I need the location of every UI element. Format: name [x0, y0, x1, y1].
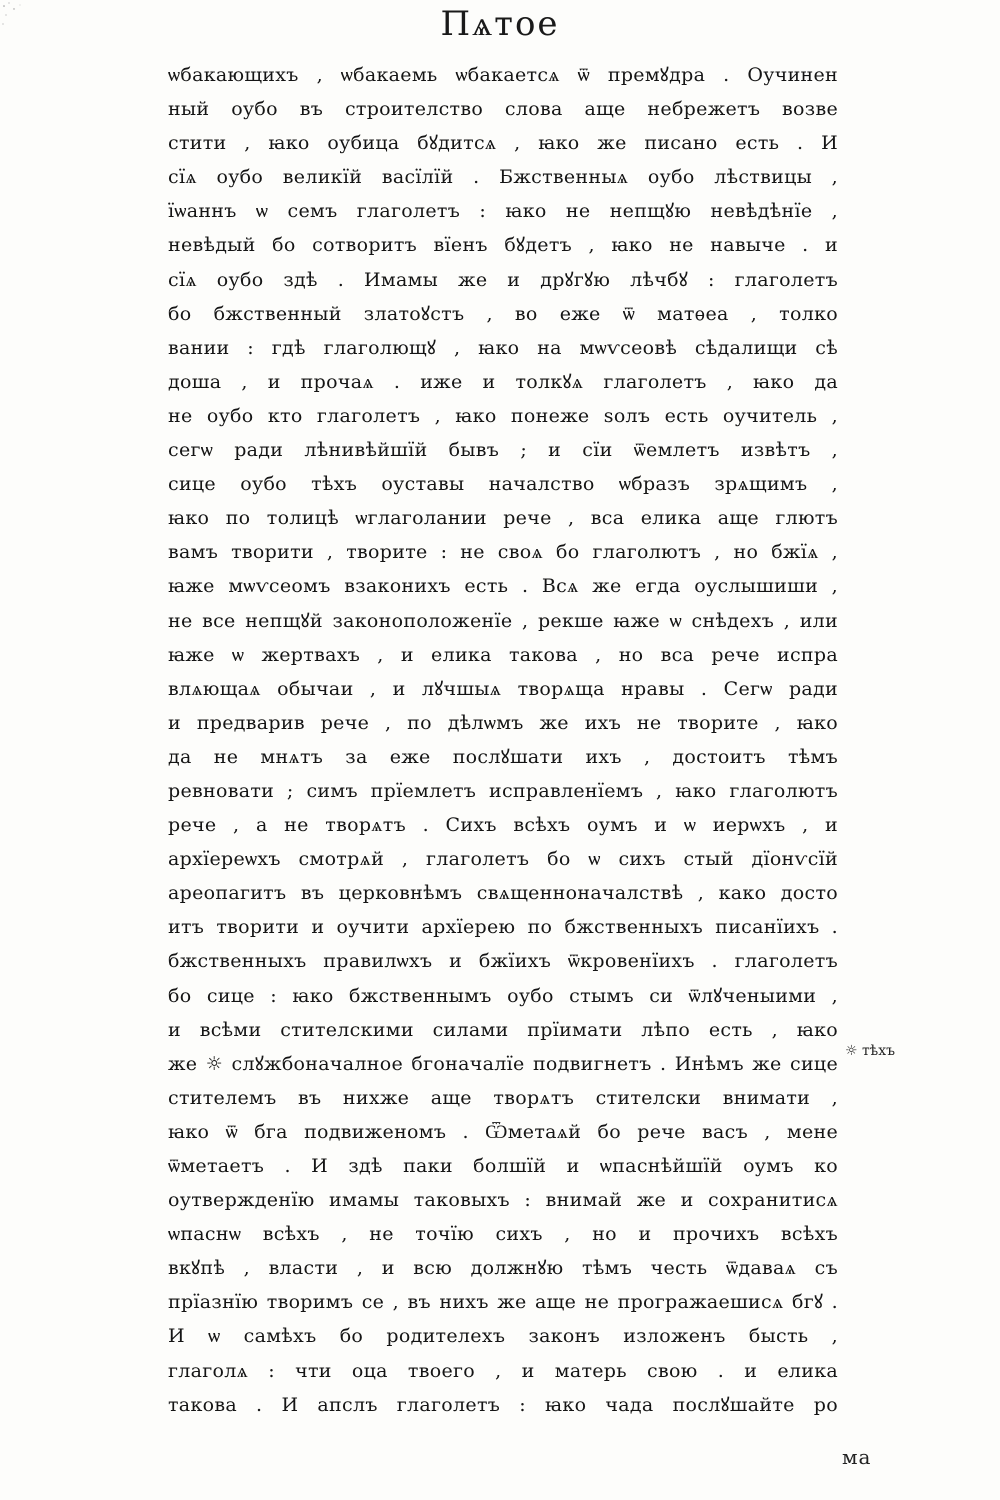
- text-line: ѡбакающихъ , ѡбакаемь ѡбакаетсѧ ѿ премꙋдра . Оучинен: [168, 64, 838, 86]
- text-line: вкꙋпѣ , власти , и всю должнꙋю тѣмъ честь ѿдаваѧ съ: [168, 1257, 838, 1280]
- text-line: прїазнїю творимъ се , въ нихъ же аще не програжаешисѧ бгꙋ .: [168, 1291, 838, 1314]
- text-line: глаголѧ : чти оца твоего , и матерь свою . и елика: [168, 1359, 838, 1382]
- text-line: вамъ творити , творите : не своѧ бо глаголютъ , но бжїѧ ,: [168, 541, 838, 564]
- text-line: влѧющаѧ обычаи , и лꙋчшыѧ творѧща нравы . Сегѡ ради: [168, 677, 838, 700]
- text-line: ꙗже мѡѵсеомъ взаконихъ есть . Всѧ же егда оуслышиши ,: [168, 575, 838, 598]
- text-line: и всѣми стителскими силами прїимати лѣпо есть , ꙗко: [168, 1018, 838, 1041]
- text-line: не все непщꙋй законоположенїе , рекше ꙗже ѡ снѣдехъ , или: [168, 609, 838, 632]
- text-line: ѡпаснѡ всѣхъ , не точїю сихъ , но и прочихъ всѣхъ: [168, 1223, 838, 1246]
- text-line: сїѧ оубо здѣ . Имамы же и дрꙋгꙋю лѣчбꙋ : глаголетъ: [168, 268, 838, 291]
- text-line: сїѧ оубо великїй васїлїй . Бжственныѧ оубо лѣствицы ,: [168, 166, 838, 189]
- text-line: ꙗже ѡ жертвахъ , и елика такова , но вса рече испра: [168, 643, 838, 666]
- text-line: оутвержденїю имамы таковыхъ : внимай же и сохранитисѧ: [168, 1189, 838, 1212]
- text-line: вании : гдѣ глаголющꙋ , ꙗко на мѡѵсеовѣ сѣдалищи сѣ: [168, 336, 838, 359]
- text-line: їѡаннъ ѡ семъ глаголетъ : ꙗко не непщꙋю невѣдѣнїе ,: [168, 200, 838, 223]
- text-line: бо бжственный златоꙋстъ , во еже ѿ матѳеа , толко: [168, 302, 838, 325]
- text-line: бжственныхъ правилѡхъ и бжїихъ ѿкровенїихъ . глаголетъ: [168, 950, 838, 973]
- text-line: не оубо кто глаголетъ , ꙗко понеже ѕолъ есть оучитель ,: [168, 404, 838, 427]
- text-line: ѿметаетъ . И здѣ паки болшїй и ѡпаснѣйшїй оумъ ко: [168, 1155, 838, 1177]
- text-line: сегѡ ради лѣнивѣйшїй бывъ ; и сїи ѿемлетъ извѣтъ ,: [168, 439, 838, 462]
- text-line: ный оубо въ строителство слова аще небрежетъ возве: [168, 98, 838, 121]
- text-line: итъ творити и оучити архїерею по бжственныхъ писанїихъ .: [168, 916, 838, 939]
- text-line: такова . И апслъ глаголетъ : ꙗко чада послꙋшайте ро: [168, 1393, 838, 1416]
- text-line: рече , а не творѧтъ . Сихъ всѣхъ оумъ и ѡ иерѡхъ , и: [168, 814, 838, 837]
- text-line: же ☼ слꙋжбоначалное бгоначалїе подвигнетъ . Инѣмъ же сице: [168, 1052, 838, 1075]
- margin-note: ☼ тѣхъ: [845, 1043, 895, 1059]
- text-line: ревновати ; симъ прїемлетъ исправленїемъ , ꙗко глаголютъ: [168, 779, 838, 802]
- running-head: Пѧтое: [440, 4, 560, 44]
- text-line: ꙗко ѿ бга подвиженомъ . Ѿметаѧй бо рече васъ , мене: [168, 1120, 838, 1143]
- text-line: и предварив рече , по дѣлѡмъ же ихъ не творите , ꙗко: [168, 711, 838, 734]
- text-line: сице оубо тѣхъ оуставы началство ѡбразъ зрѧщимъ ,: [168, 473, 838, 496]
- text-line: невѣдый бо сотворитъ вїенъ бꙋдетъ , ꙗко не навыче . и: [168, 234, 838, 257]
- text-column: [168, 58, 838, 1422]
- text-line: стити , ꙗко оубица бꙋдитсѧ , ꙗко же писано есть . И: [168, 132, 838, 155]
- text-line: стителемъ въ нихже аще творѧтъ стителски внимати ,: [168, 1086, 838, 1109]
- text-line: И ѡ самѣхъ бо родителехъ законъ изложенъ бысть ,: [168, 1325, 838, 1348]
- text-line: да не мнѧтъ за еже послꙋшати ихъ , достоитъ тѣмъ: [168, 745, 838, 768]
- text-line: ꙗко по толицѣ ѡглаголании рече , вса елика аще глютъ: [168, 507, 838, 530]
- folio-number: ма: [842, 1445, 872, 1469]
- text-line: бо сице : ꙗко бжственнымъ оубо стымъ си ѿлꙋченыими ,: [168, 984, 838, 1007]
- text-line: архїереѡхъ смотрѧй , глаголетъ бо ѡ сихъ стый дїонѵсїй: [168, 848, 838, 871]
- text-line: ареопагитъ въ церковнѣмъ свѧщенноначалствѣ , како досто: [168, 882, 838, 905]
- text-line: доша , и прочаѧ . иже и толкꙋѧ глаголетъ , ꙗко да: [168, 370, 838, 393]
